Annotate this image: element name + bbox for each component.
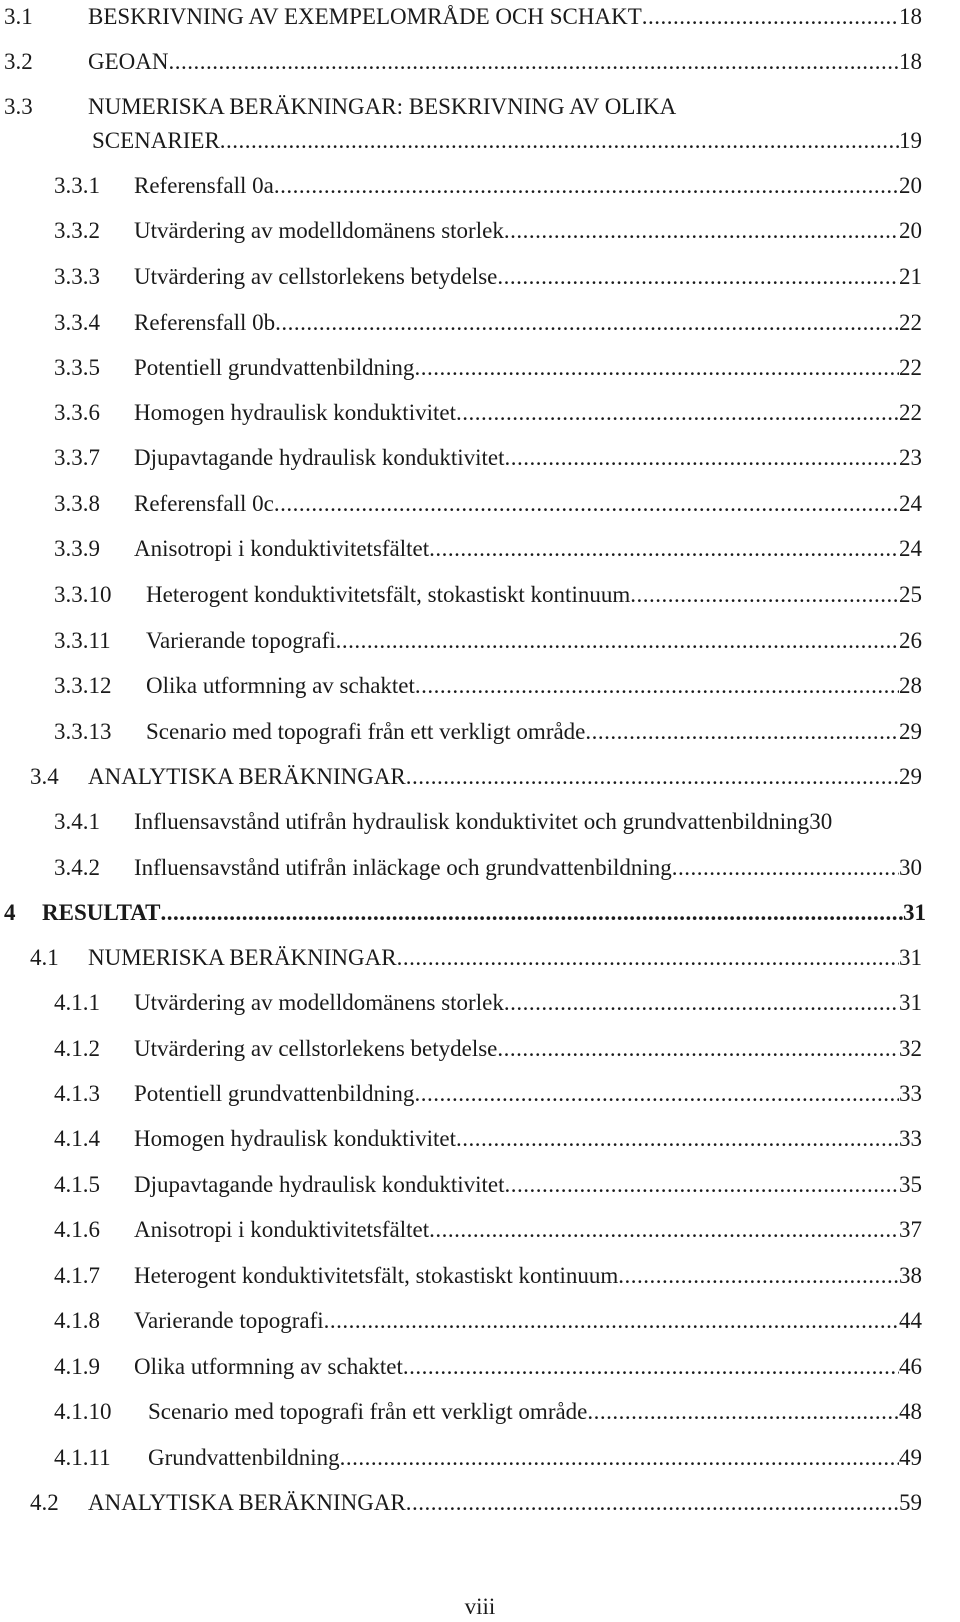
toc-number: 4.1.6 — [54, 1217, 100, 1242]
toc-title: Influensavstånd utifrån hydraulisk konduktivitet och grundvattenbildning — [134, 809, 810, 834]
toc-number: 4.1 — [30, 945, 59, 970]
toc-number: 3.3.5 — [54, 355, 100, 380]
toc-leader-dots — [274, 487, 899, 521]
toc-entry-3-3-continued[interactable] — [0, 124, 960, 158]
toc-leader-dots — [397, 941, 899, 975]
toc-number: 4.1.11 — [54, 1445, 111, 1470]
toc-page-number: 20 — [899, 218, 922, 243]
toc-entry-3-4[interactable] — [0, 760, 960, 794]
toc-number: 3.4.1 — [54, 809, 100, 834]
toc-page-number: 19 — [899, 128, 922, 153]
toc-number: 3.2 — [4, 49, 33, 74]
toc-number: 4.1.1 — [54, 990, 100, 1015]
toc-page-number: 48 — [899, 1399, 922, 1424]
toc-leader-dots — [414, 1077, 899, 1111]
toc-page-number: 32 — [899, 1036, 922, 1061]
toc-entry-3-3-3[interactable] — [0, 260, 960, 294]
toc-title: ANALYTISKA BERÄKNINGAR — [88, 764, 406, 789]
toc-number: 3.3.11 — [54, 628, 111, 653]
toc-title: RESULTAT — [42, 900, 161, 925]
toc-page-number: 37 — [899, 1217, 922, 1242]
toc-title: Potentiell grundvattenbildning — [134, 355, 415, 380]
toc-leader-dots — [340, 1441, 899, 1475]
toc-leader-dots — [618, 1259, 899, 1293]
page-number-footer: viii — [464, 1594, 496, 1619]
toc-page-number: 35 — [899, 1172, 922, 1197]
toc-title: Utvärdering av modelldomänens storlek — [134, 990, 504, 1015]
toc-number: 3.3.2 — [54, 218, 100, 243]
toc-number: 3.3.10 — [54, 582, 112, 607]
toc-title: SCENARIER — [92, 128, 220, 153]
toc-number: 3.4 — [30, 764, 59, 789]
toc-title: Djupavtagande hydraulisk konduktivitet — [134, 1172, 505, 1197]
toc-number: 4.1.4 — [54, 1126, 100, 1151]
toc-entry-3-3-11[interactable] — [0, 624, 960, 658]
toc-page-number: 46 — [899, 1354, 922, 1379]
toc-entry-3-3-2[interactable] — [0, 214, 960, 248]
toc-entry-4-1-3[interactable] — [0, 1077, 960, 1111]
toc-title: GEOAN — [88, 49, 169, 74]
toc-title: Anisotropi i konduktivitetsfältet — [134, 1217, 430, 1242]
toc-entry-4-1-2[interactable] — [0, 1032, 960, 1066]
toc-title: Utvärdering av cellstorlekens betydelse — [134, 264, 498, 289]
toc-title: Influensavstånd utifrån inläckage och grundvattenbildning — [134, 855, 672, 880]
toc-number: 3.3.12 — [54, 673, 112, 698]
toc-entry-3-3-10[interactable] — [0, 578, 960, 612]
toc-leader-dots — [414, 351, 899, 385]
toc-page-number: 31 — [903, 900, 926, 925]
toc-number: 3.3.3 — [54, 264, 100, 289]
toc-number: 4.2 — [30, 1490, 59, 1515]
toc-title: Utvärdering av modelldomänens storlek — [134, 218, 504, 243]
toc-page-number: 24 — [899, 536, 922, 561]
toc-title: Anisotropi i konduktivitetsfältet — [134, 536, 430, 561]
toc-entry-4-1-4[interactable] — [0, 1122, 960, 1156]
toc-leader-dots — [456, 396, 899, 430]
toc-leader-dots — [406, 760, 899, 794]
toc-leader-dots — [169, 45, 900, 79]
toc-title: Varierande topografi — [146, 628, 336, 653]
toc-number: 3.3.13 — [54, 719, 112, 744]
toc-leader-dots — [504, 1168, 899, 1202]
toc-number: 4.1.8 — [54, 1308, 100, 1333]
toc-page-number: 31 — [899, 990, 922, 1015]
toc-title: Olika utformning av schaktet — [146, 673, 415, 698]
toc-entry-3-3-7[interactable] — [0, 441, 960, 475]
toc-entry-4-1-6[interactable] — [0, 1213, 960, 1247]
toc-page-number: 26 — [899, 628, 922, 653]
toc-leader-dots — [274, 169, 899, 203]
toc-entry-3-3-13[interactable] — [0, 715, 960, 749]
toc-page-number: 44 — [899, 1308, 922, 1333]
toc-leader-dots — [504, 441, 899, 475]
toc-title: NUMERISKA BERÄKNINGAR: BESKRIVNING AV OLIKA — [88, 94, 677, 119]
toc-leader-dots — [160, 896, 903, 930]
toc-page-number: 22 — [899, 355, 922, 380]
toc-title: Potentiell grundvattenbildning — [134, 1081, 415, 1106]
toc-entry-4-1[interactable] — [0, 941, 960, 975]
toc-title: Referensfall 0a — [134, 173, 274, 198]
toc-page-number: 23 — [899, 445, 922, 470]
toc-number: 4.1.3 — [54, 1081, 100, 1106]
toc-number: 4 — [4, 900, 16, 925]
toc-title: Varierande topografi — [134, 1308, 324, 1333]
toc-leader-dots — [406, 1486, 899, 1520]
toc-leader-dots — [429, 1213, 899, 1247]
toc-leader-dots — [642, 0, 899, 34]
toc-page-number: 21 — [899, 264, 922, 289]
toc-number: 3.1 — [4, 4, 33, 29]
toc-title: ANALYTISKA BERÄKNINGAR — [88, 1490, 406, 1515]
toc-number: 3.3.4 — [54, 310, 100, 335]
toc-title: BESKRIVNING AV EXEMPELOMRÅDE OCH SCHAKT — [88, 4, 642, 29]
toc-title: Djupavtagande hydraulisk konduktivitet — [134, 445, 505, 470]
toc-number: 4.1.9 — [54, 1354, 100, 1379]
toc-title: Grundvattenbildning — [148, 1445, 340, 1470]
toc-number: 4.1.10 — [54, 1399, 112, 1424]
toc-entry-3-3-1[interactable] — [0, 169, 960, 203]
toc-leader-dots — [497, 260, 899, 294]
toc-page-number: 31 — [899, 945, 922, 970]
toc-page-number: 25 — [899, 582, 922, 607]
toc-leader-dots — [275, 306, 899, 340]
toc-entry-4-1-9[interactable] — [0, 1350, 960, 1384]
toc-entry-3-3-8[interactable] — [0, 487, 960, 521]
toc-number: 3.3.7 — [54, 445, 100, 470]
toc-page-number: 49 — [899, 1445, 922, 1470]
toc-page-number: 59 — [899, 1490, 922, 1515]
toc-page-number: 30 — [809, 809, 833, 834]
toc-leader-dots — [336, 624, 899, 658]
toc-entry-3-3-9[interactable] — [0, 532, 960, 566]
toc-page-number: 29 — [899, 719, 922, 744]
toc-leader-dots — [456, 1122, 899, 1156]
toc-entry-4-1-1[interactable] — [0, 986, 960, 1020]
toc-leader-dots — [504, 214, 899, 248]
toc-number: 4.1.7 — [54, 1263, 100, 1288]
toc-entry-3-2[interactable] — [0, 45, 960, 79]
toc-title: Homogen hydraulisk konduktivitet — [134, 1126, 456, 1151]
toc-leader-dots — [429, 532, 899, 566]
toc-page-number: 30 — [899, 855, 922, 880]
toc-title: Olika utformning av schaktet — [134, 1354, 403, 1379]
toc-page-number: 20 — [899, 173, 922, 198]
toc-page-number: 28 — [899, 673, 922, 698]
toc-entry-4-1-8[interactable] — [0, 1304, 960, 1338]
toc-entry-4-1-11[interactable] — [0, 1441, 960, 1475]
toc-title: Utvärdering av cellstorlekens betydelse — [134, 1036, 498, 1061]
toc-entry-4-2[interactable] — [0, 1486, 960, 1520]
toc-leader-dots — [630, 578, 899, 612]
toc-entry-3-1[interactable] — [0, 0, 960, 34]
toc-number: 4.1.2 — [54, 1036, 100, 1061]
toc-entry-3-3-5[interactable] — [0, 351, 960, 385]
toc-title: Scenario med topografi från ett verkligt område — [148, 1399, 588, 1424]
toc-number: 3.3.6 — [54, 400, 100, 425]
toc-title: Scenario med topografi från ett verkligt område — [146, 719, 586, 744]
toc-entry-3-4-1[interactable] — [0, 805, 960, 839]
toc-entry-3-3-4[interactable] — [0, 306, 960, 340]
toc-number: 3.3.8 — [54, 491, 100, 516]
toc-title: Heterogent konduktivitetsfält, stokastiskt kontinuum — [146, 582, 631, 607]
toc-entry-3-4-2[interactable] — [0, 851, 960, 885]
toc-leader-dots — [324, 1304, 899, 1338]
toc-title: Referensfall 0b — [134, 310, 276, 335]
toc-leader-dots — [415, 669, 899, 703]
toc-entry-3-3-6[interactable] — [0, 396, 960, 430]
toc-page-number: 22 — [899, 400, 922, 425]
toc-title: Referensfall 0c — [134, 491, 274, 516]
toc-entry-3-3-12[interactable] — [0, 669, 960, 703]
toc-page-number: 18 — [899, 49, 922, 74]
toc-number: 3.4.2 — [54, 855, 100, 880]
toc-leader-dots — [585, 715, 899, 749]
toc-title: NUMERISKA BERÄKNINGAR — [88, 945, 397, 970]
toc-leader-dots — [403, 1350, 899, 1384]
toc-number: 3.3 — [4, 94, 33, 119]
toc-title: Heterogent konduktivitetsfält, stokastiskt kontinuum — [134, 1263, 619, 1288]
toc-entry-4-1-10[interactable] — [0, 1395, 960, 1429]
toc-leader-dots — [497, 1032, 899, 1066]
toc-leader-dots — [504, 986, 899, 1020]
toc-page-number: 18 — [899, 4, 922, 29]
toc-number: 4.1.5 — [54, 1172, 100, 1197]
toc-leader-dots — [587, 1395, 899, 1429]
toc-number: 3.3.9 — [54, 536, 100, 561]
toc-page-number: 29 — [899, 764, 922, 789]
toc-number: 3.3.1 — [54, 173, 100, 198]
toc-entry-3-3[interactable] — [0, 90, 960, 124]
toc-entry-4[interactable] — [0, 896, 960, 930]
toc-entry-4-1-5[interactable] — [0, 1168, 960, 1202]
toc-entry-4-1-7[interactable] — [0, 1259, 960, 1293]
toc-page-number: 33 — [899, 1081, 922, 1106]
toc-page-number: 38 — [899, 1263, 922, 1288]
toc-leader-dots — [220, 124, 899, 158]
toc-title: Homogen hydraulisk konduktivitet — [134, 400, 456, 425]
toc-page-number: 33 — [899, 1126, 922, 1151]
toc-page-number: 22 — [899, 310, 922, 335]
toc-page-number: 24 — [899, 491, 922, 516]
toc-leader-dots — [672, 851, 899, 885]
